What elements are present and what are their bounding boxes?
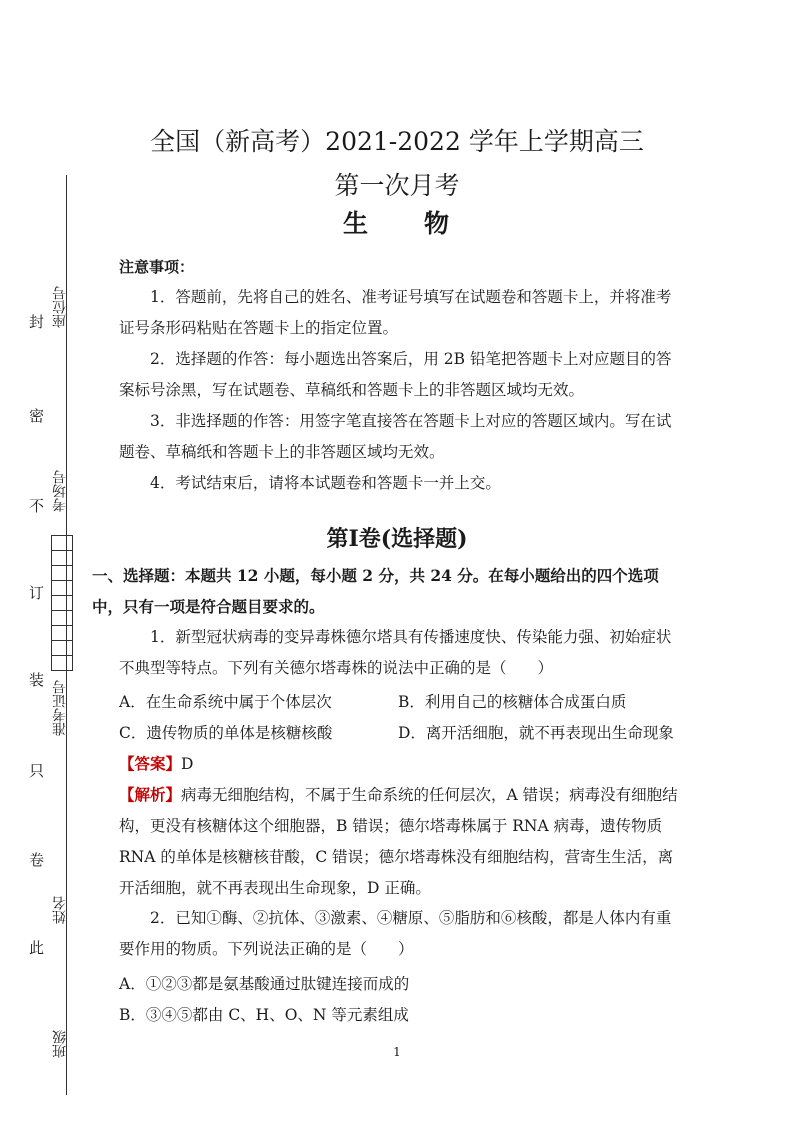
binding-char-feng: 封 — [27, 314, 45, 329]
q2-option-b: B．③④⑤都由 C、H、O、N 等元素组成 — [119, 1006, 409, 1024]
subject-title: 生 物 — [342, 209, 451, 238]
q1-option-c: C．遗传物质的单体是核糖核酸 — [119, 724, 333, 742]
name-label: 姓名 — [52, 896, 68, 924]
exam-room-label: 考场号 — [52, 470, 68, 512]
analysis-text: 病毒无细胞结构，不属于生命系统的任何层次，A 错误；病毒没有细胞结构，更没有核糖体这个细胞器，B 错误；德尔塔毒株属于 RNA 病毒，遗传物质 RNA 的单体是核糖核苷酸，C 错误；德尔塔毒株没有细胞结构，营寄生生活，离开活细胞，就不再表现出生命现象，D 正确。 — [119, 786, 678, 897]
notice-heading: 注意事项： — [119, 258, 195, 276]
binding-char-zhi: 只 — [27, 763, 45, 778]
notice-item-4: 4．考试结束后，请将本试题卷和答题卡一并上交。 — [150, 474, 501, 492]
binding-char-ding: 订 — [27, 585, 45, 600]
binding-char-mi: 密 — [27, 408, 45, 423]
q1-option-a: A．在生命系统中属于个体层次 — [119, 693, 332, 711]
binding-char-juan: 卷 — [27, 852, 45, 867]
admission-number-boxes — [51, 535, 73, 671]
q1-analysis — [119, 779, 679, 904]
binding-char-ci: 此 — [27, 940, 45, 955]
q1-option-d: D．离开活细胞，就不再表现出生命现象 — [398, 724, 674, 742]
notice-item-1: 1．答题前，先将自己的姓名、准考证号填写在试题卷和答题卡上，并将准考证号条形码粘贴在答题卡上的指定位置。 — [119, 288, 672, 337]
admission-number-label: 准考证号 — [52, 680, 68, 736]
binding-char-bu: 不 — [27, 498, 45, 513]
exam-title: 全国（新高考）2021-2022 学年上学期高三 — [150, 127, 644, 156]
answer-tag: 【答案】 — [119, 754, 182, 773]
page-number: 1 — [393, 1045, 401, 1059]
q2-stem: 2．已知①酶、②抗体、③激素、④糖原、⑤脂肪和⑥核酸，都是人体内有重要作用的物质。下列说法正确的是（ ） — [119, 909, 672, 958]
binding-char-zhuang: 装 — [27, 672, 45, 687]
answer-value: D — [181, 755, 194, 773]
seat-number-label: 座位号 — [52, 286, 68, 328]
section-instruction: 一、选择题：本题共 12 小题，每小题 2 分，共 24 分。在每小题给出的四个选项中，只有一项是符合题目要求的。 — [92, 566, 659, 616]
class-label: 班级 — [52, 1030, 68, 1058]
notice-item-3: 3．非选择题的作答：用签字笔直接答在答题卡上对应的答题区域内。写在试题卷、草稿纸和答题卡上的非答题区域均无效。 — [119, 412, 672, 461]
q1-stem: 1．新型冠状病毒的变异毒株德尔塔具有传播速度快、传染能力强、初始症状不典型等特点。下列有关德尔塔毒株的说法中正确的是（ ） — [119, 628, 672, 677]
section-title: 第Ⅰ卷(选择题) — [326, 526, 468, 552]
q1-answer — [119, 752, 193, 774]
notice-item-2: 2．选择题的作答：每小题选出答案后，用 2B 铅笔把答题卡上对应题目的答案标号涂黑，写在试题卷、草稿纸和答题卡上的非答题区域均无效。 — [119, 350, 672, 399]
q1-option-b: B．利用自己的核糖体合成蛋白质 — [398, 693, 627, 711]
q2-option-a: A．①②③都是氨基酸通过肽键连接而成的 — [119, 975, 410, 993]
exam-subtitle: 第一次月考 — [334, 171, 460, 200]
analysis-tag: 【解析】 — [119, 785, 182, 804]
